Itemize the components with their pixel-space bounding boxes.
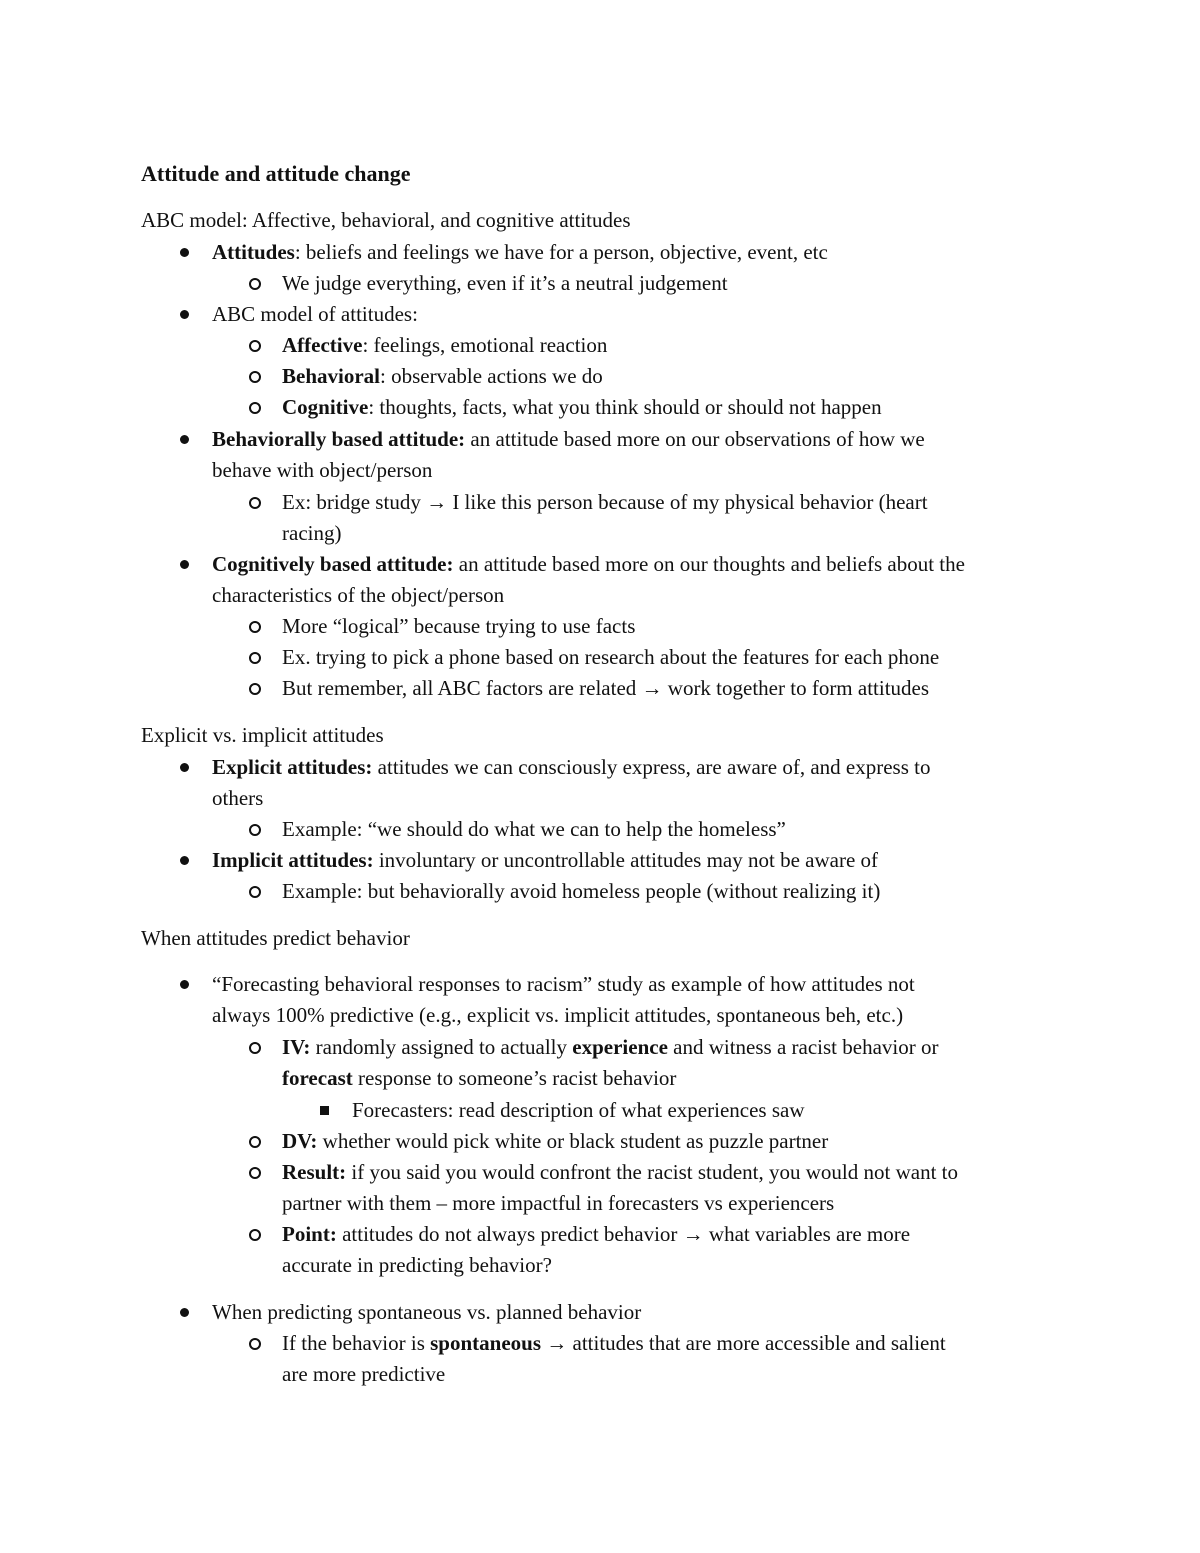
bullet-square-icon xyxy=(320,1106,329,1115)
term-affective: Affective xyxy=(282,333,363,357)
list-item-behaviorally-based-cont: behave with object/person xyxy=(212,458,433,482)
bullet-circle-icon xyxy=(249,824,261,836)
term-experience: experience xyxy=(572,1035,668,1059)
list-item-phone: Ex. trying to pick a phone based on research about the features for each phone xyxy=(282,645,940,669)
list-item-logical: More “logical” because trying to use facts xyxy=(282,614,636,638)
definition-cognitively-based: an attitude based more on our thoughts and beliefs about the xyxy=(453,552,965,576)
list-item-affective xyxy=(282,330,607,361)
definition-result: if you said you would confront the racist student, you would not want to xyxy=(346,1160,959,1184)
list-item-dv xyxy=(282,1126,828,1157)
list-item-forecasting-study-cont: always 100% predictive (e.g., explicit vs. implicit attitudes, spontaneous beh, etc.) xyxy=(212,1003,904,1027)
bullet-circle-icon xyxy=(249,1229,261,1241)
list-item-explicit xyxy=(212,752,930,783)
term-cognitive: Cognitive xyxy=(282,395,369,419)
term-cognitively-based: Cognitively based attitude: xyxy=(212,552,454,576)
bullet-circle-icon xyxy=(249,652,261,664)
list-item-implicit-example: Example: but behaviorally avoid homeless people (without realizing it) xyxy=(282,879,881,903)
definition-explicit: attitudes we can consciously express, are aware of, and express to xyxy=(372,755,931,779)
bullet-circle-icon xyxy=(249,371,261,383)
bullet-circle-icon xyxy=(249,278,261,290)
definition-affective: : feelings, emotional reaction xyxy=(362,333,608,357)
list-item-bridge-study: Ex: bridge study → I like this person because of my physical behavior (heart xyxy=(282,490,928,514)
list-item-explicit-cont: others xyxy=(212,786,264,810)
section-heading-explicit-implicit: Explicit vs. implicit attitudes xyxy=(141,723,384,747)
bullet-dot-icon xyxy=(180,248,189,257)
term-attitudes: Attitudes xyxy=(212,240,295,264)
list-item-implicit xyxy=(212,845,878,876)
term-dv: DV: xyxy=(282,1129,318,1153)
bullet-circle-icon xyxy=(249,1338,261,1350)
list-item-abc-intro: ABC model of attitudes: xyxy=(212,302,418,326)
term-point: Point: xyxy=(282,1222,337,1246)
definition-behaviorally-based: an attitude based more on our observations of how we xyxy=(465,427,925,451)
list-item-point-cont: accurate in predicting behavior? xyxy=(282,1253,552,1277)
bullet-circle-icon xyxy=(249,886,261,898)
definition-cognitive: : thoughts, facts, what you think should or should not happen xyxy=(368,395,882,419)
spontaneous-text-a: If the behavior is xyxy=(282,1331,431,1355)
section-heading-abc: ABC model: Affective, behavioral, and cognitive attitudes xyxy=(141,208,631,232)
bullet-circle-icon xyxy=(249,621,261,633)
bullet-dot-icon xyxy=(180,560,189,569)
bullet-circle-icon xyxy=(249,402,261,414)
bullet-circle-icon xyxy=(249,1136,261,1148)
definition-behavioral: : observable actions we do xyxy=(380,364,603,388)
document-title: Attitude and attitude change xyxy=(141,161,411,186)
bullet-circle-icon xyxy=(249,1042,261,1054)
bullet-circle-icon xyxy=(249,497,261,509)
list-item-cognitively-based-cont: characteristics of the object/person xyxy=(212,583,505,607)
term-implicit: Implicit attitudes: xyxy=(212,848,374,872)
iv-text-e: response to someone’s racist behavior xyxy=(352,1066,677,1090)
list-item-behavioral xyxy=(282,361,603,392)
definition-attitudes: : beliefs and feelings we have for a person, objective, event, etc xyxy=(294,240,828,264)
list-item-forecasters: Forecasters: read description of what experiences saw xyxy=(352,1098,805,1122)
term-behaviorally-based: Behaviorally based attitude: xyxy=(212,427,466,451)
list-item-judge: We judge everything, even if it’s a neutral judgement xyxy=(282,271,728,295)
list-item-iv-cont xyxy=(282,1063,676,1094)
list-item-attitudes xyxy=(212,237,828,268)
definition-implicit: involuntary or uncontrollable attitudes may not be aware of xyxy=(373,848,879,872)
list-item-point xyxy=(282,1219,910,1250)
bullet-circle-icon xyxy=(249,340,261,352)
term-spontaneous: spontaneous xyxy=(430,1331,542,1355)
list-item-explicit-example: Example: “we should do what we can to help the homeless” xyxy=(282,817,786,841)
bullet-dot-icon xyxy=(180,1308,189,1317)
list-item-remember: But remember, all ABC factors are related → work together to form attitudes xyxy=(282,676,930,700)
list-item-spontaneous-cont: are more predictive xyxy=(282,1362,446,1386)
list-item-cognitive xyxy=(282,392,882,423)
term-behavioral: Behavioral xyxy=(282,364,380,388)
list-item-spontaneous xyxy=(282,1328,946,1359)
list-item-cognitively-based xyxy=(212,549,965,580)
list-item-bridge-study-cont: racing) xyxy=(282,521,342,545)
term-explicit: Explicit attitudes: xyxy=(212,755,373,779)
term-result: Result: xyxy=(282,1160,347,1184)
bullet-dot-icon xyxy=(180,763,189,772)
section-heading-predict-behavior: When attitudes predict behavior xyxy=(141,926,410,950)
iv-text-a: randomly assigned to actually xyxy=(310,1035,573,1059)
term-forecast: forecast xyxy=(282,1066,353,1090)
bullet-dot-icon xyxy=(180,310,189,319)
term-iv: IV: xyxy=(282,1035,311,1059)
list-item-result xyxy=(282,1157,958,1188)
bullet-dot-icon xyxy=(180,980,189,989)
list-item-forecasting-study: “Forecasting behavioral responses to racism” study as example of how attitudes not xyxy=(212,972,915,996)
bullet-circle-icon xyxy=(249,683,261,695)
bullet-circle-icon xyxy=(249,1167,261,1179)
list-item-behaviorally-based xyxy=(212,424,925,455)
list-item-iv xyxy=(282,1032,938,1063)
bullet-dot-icon xyxy=(180,435,189,444)
definition-dv: whether would pick white or black student as puzzle partner xyxy=(317,1129,829,1153)
list-item-result-cont: partner with them – more impactful in forecasters vs experiencers xyxy=(282,1191,835,1215)
spontaneous-text-c: → attitudes that are more accessible and salient xyxy=(541,1331,946,1355)
list-item-spontaneous-vs-planned: When predicting spontaneous vs. planned behavior xyxy=(212,1300,642,1324)
iv-text-c: and witness a racist behavior or xyxy=(667,1035,939,1059)
definition-point: attitudes do not always predict behavior → what variables are more xyxy=(336,1222,911,1246)
bullet-dot-icon xyxy=(180,856,189,865)
